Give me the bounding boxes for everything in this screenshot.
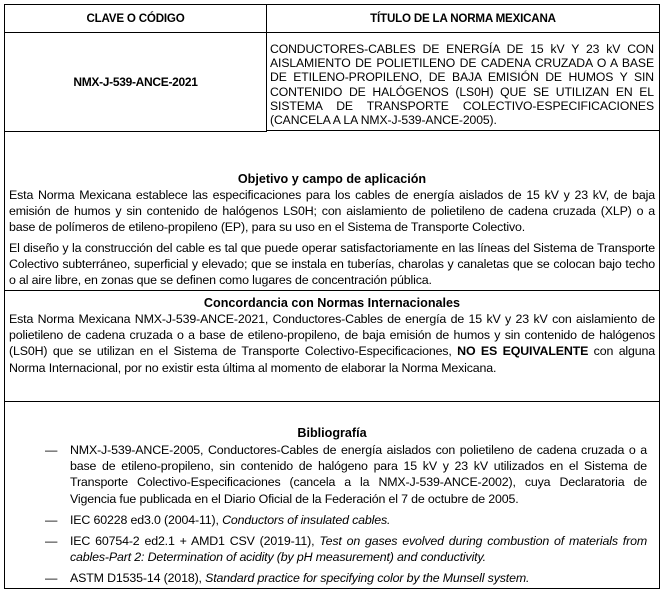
bib-title: Conductors of insulated cables. <box>222 512 391 527</box>
norma-code: NMX-J-539-ANCE-2021 <box>5 32 267 132</box>
concordancia-text-end: con alguna Norma Internacional, por no existir esta última al momento de elaborar la Norma Mexicana. <box>9 344 656 375</box>
dash-bullet-icon: — <box>45 512 58 527</box>
bib-reference: ASTM D1535-14 (2018), <box>70 571 206 586</box>
bibliography-item <box>9 570 655 586</box>
equivalence-statement: NO ES EQUIVALENTE <box>457 344 589 359</box>
bib-reference: IEC 60228 ed3.0 (2004-11), <box>70 512 223 527</box>
section-title-bibliografia: Bibliografía <box>297 426 367 440</box>
bibliography-item <box>9 512 655 528</box>
section-concordancia <box>5 291 660 402</box>
dash-bullet-icon: — <box>45 571 58 586</box>
bibliography-item <box>9 442 655 507</box>
objetivo-paragraph: Esta Norma Mexicana establece las especificaciones para los cables de energía aislados de 15 kV y 23 kV, de baja emisión de humos y sin contenido de halógenos LS0H; con aislamiento de polietileno de cadena cruzada (XLP) o a base de polímeros de etileno-propileno (EP), para su uso en el Sistema de Transporte Colectivo. <box>9 188 655 235</box>
concordancia-text: Esta Norma Mexicana NMX-J-539-ANCE-2021, Conductores-Cables de energía de 15 kV y 23 kV con aislamiento de polietileno de cadena cruzada o a base de etileno-propileno, de baja emisión de humos y sin contenido de halógenos (LS0H) que se utilizan en el Sistema de Transporte Colectivo-Especificaciones, <box>9 312 655 359</box>
section-bibliografia <box>5 402 660 589</box>
bib-reference: NMX-J-539-ANCE-2005, Conductores-Cables de energía aislados con polietileno de cadena cruzada o a base de etileno-propileno, sin contenido de halógeno para 15 kV y 23 kV utilizados en el Sistema de Transporte Colectivo-Especificaciones (cancela a la NMX-J-539-ANCE-2002), cuya Declaratoria de Vigencia fue publicada en el Diario Oficial de la Federación el 7 de octubre de 2005. <box>70 443 647 506</box>
bibliography-item <box>9 533 655 565</box>
bibliography-list <box>9 442 655 587</box>
section-title-concordancia: Concordancia con Normas Internacionales <box>203 296 461 310</box>
section-title-objetivo: Objetivo y campo de aplicación <box>237 172 427 186</box>
norma-table <box>4 4 660 589</box>
bib-reference: IEC 60754-2 ed2.1 + AMD1 CSV (2019-11), <box>70 534 320 549</box>
header-clave: CLAVE O CÓDIGO <box>5 5 267 33</box>
norma-title: CONDUCTORES-CABLES DE ENERGÍA DE 15 kV Y 23 kV CON AISLAMIENTO DE POLIETILENO DE CADENA CRUZADA O A BASE DE ETILENO-PROPILENO, DE BAJA EMISIÓN DE HUMOS Y SIN CONTENIDO DE HALÓGENOS (LS0H) QUE SE UTILIZAN EN EL SISTEMA DE TRANSPORTE COLECTIVO-ESPECIFICACIONES (CANCELA A LA NMX-J-539-ANCE-2005). <box>266 32 660 131</box>
objetivo-paragraph: El diseño y la construcción del cable es tal que puede operar satisfactoriamente en las líneas del Sistema de Transporte Colectivo subterráneo, superficial y elevado; que se instala en tuberías, charolas y canaletas que se colocan bajo techo o al aire libre, en zonas que se definen como lugares de concentración pública. <box>9 240 655 288</box>
bib-title: Test on gases evolved during combustion of materials from cables-Part 2: Determination of acidity (by pH measurement) and conductivity. <box>70 534 647 565</box>
dash-bullet-icon: — <box>45 534 58 549</box>
dash-bullet-icon: — <box>45 443 58 457</box>
section-objetivo <box>5 131 660 291</box>
header-titulo: TÍTULO DE LA NORMA MEXICANA <box>266 5 660 33</box>
bib-title: Standard practice for specifying color by the Munsell system. <box>205 571 530 586</box>
concordancia-paragraph <box>9 311 655 376</box>
